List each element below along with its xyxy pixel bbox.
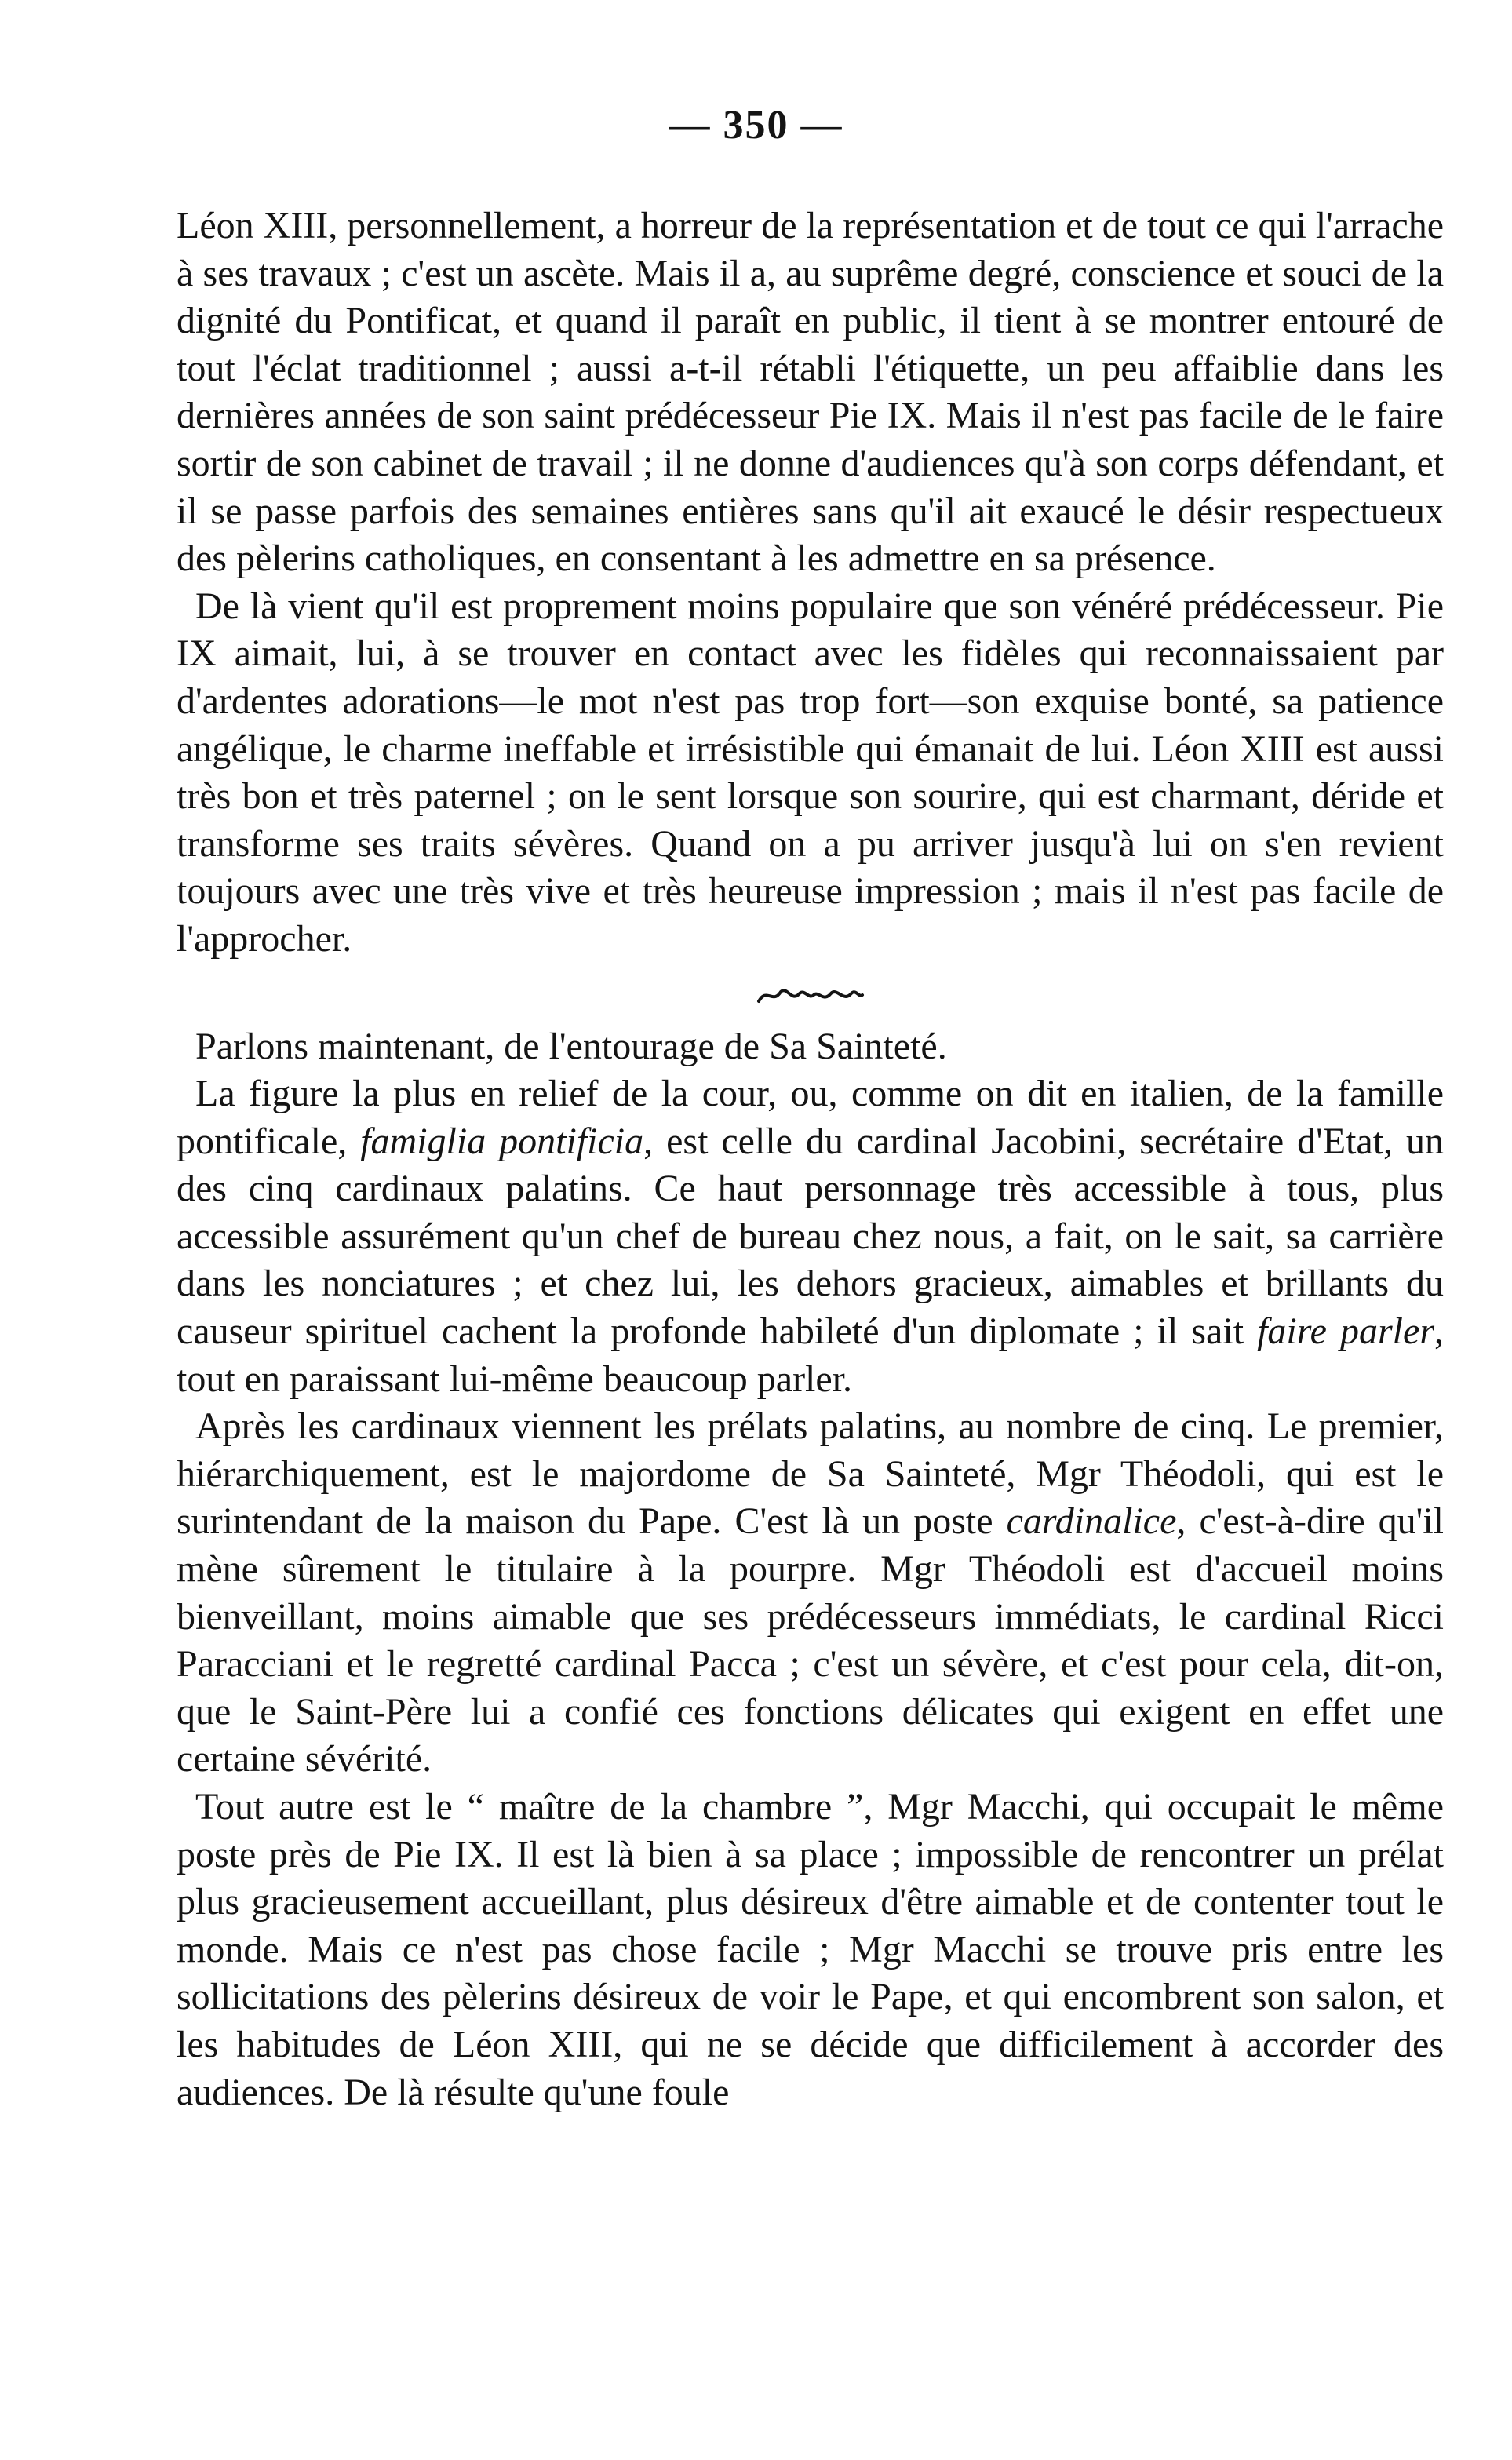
paragraph-popularity: De là vient qu'il est proprement moins populaire que son vénéré prédécesseur. Pie IX aimait, lui, à se trouver en contact avec les fidèles qui reconnaissaient par d'ardentes adorations—le mot n'est pas trop fort—son exquise bonté, sa patience angélique, le charme ineffable et irrésistible qui émanait de lui. Léon XIII est aussi très bon et très paternel ; on le sent lorsque son sourire, qui est charmant, déride et transforme ses traits sévères. Quand on a pu arriver jusqu'à lui on s'en revient toujours avec une très vive et très heureuse impression ; mais il n'est pas facile de l'approcher.	[177, 585, 1444, 960]
italic-cardinalice: cardinalice	[1006, 1500, 1177, 1543]
page-body	[177, 202, 1444, 2116]
paragraph-jacobini-text-a: La figure la plus en relief de la cour, ou, comme on dit en italien, de la famille pontificale,	[177, 1073, 1444, 1162]
paragraph-prelats-palatins	[177, 1403, 1444, 1784]
paragraph-prelats-text-b: , c'est-à-dire qu'il mène sûrement le titulaire à la pourpre. Mgr Théodoli est d'accueil moins bienveillant, moins aimable que ses prédécesseurs immédiats, le cardinal Ricci Paracciani et le regretté cardinal Pacca ; c'est un sévère, et c'est pour cela, dit-on, que le Saint-Père lui a confié ces fonctions délicates qui exigent en effet une certaine sévérité.	[177, 1500, 1444, 1780]
paragraph-jacobini-text-c: , tout en paraissant lui-même beaucoup parler.	[177, 1310, 1445, 1400]
flourish-ornament-icon	[177, 968, 1444, 1023]
paragraph-cardinal-jacobini	[177, 1070, 1444, 1403]
paragraph-jacobini-text-b: , est celle du cardinal Jacobini, secrétaire d'Etat, un des cinq cardinaux palatins. Ce haut personnage très accessible à tous, plus accessible assurément qu'un chef de bureau chez nous, a fait, on le sait, sa carrière dans les nonciatures ; et chez lui, les dehors gracieux, aimables et brillants du causeur spirituel cachent la profonde habileté d'un diplomate ; il sait	[177, 1120, 1444, 1353]
italic-faire-parler: faire parler	[1257, 1310, 1435, 1353]
flourish-ornament-icon	[756, 984, 865, 1008]
paragraph-leon-xiii-character: Léon XIII, personnellement, a horreur de la représentation et de tout ce qui l'arrache à ses travaux ; c'est un ascète. Mais il a, au suprême degré, conscience et souci de la dignité du Pontificat, et quand il paraît en public, il tient à se montrer entouré de tout l'éclat traditionnel ; aussi a-t-il rétabli l'étiquette, un peu affaiblie dans les dernières années de son saint prédécesseur Pie IX. Mais il n'est pas facile de le faire sortir de son cabinet de travail ; il ne donne d'audiences qu'à son corps défendant, et il se passe parfois des semaines entières sans qu'il ait exaucé le désir respectueux des pèlerins catholiques, en consentant à les admettre en sa présence.	[177, 205, 1444, 580]
paragraph-prelats-text-a: Après les cardinaux viennent les prélats palatins, au nombre de cinq. Le premier, hiérarchiquement, est le majordome de Sa Sainteté, Mgr Théodoli, qui est le surintendant de la maison du Pape. C'est là un poste	[177, 1405, 1444, 1543]
paragraph-mgr-macchi: Tout autre est le “ maître de la chambre ”, Mgr Macchi, qui occupait le même poste près de Pie IX. Il est là bien à sa place ; impossible de rencontrer un prélat plus gracieusement accueillant, plus désireux d'être aimable et de contenter tout le monde. Mais ce n'est pas chose facile ; Mgr Macchi se trouve pris entre les sollicitations des pèlerins désireux de voir le Pape, et qui encombrent son salon, et les habitudes de Léon XIII, qui ne se décide que difficilement à accorder des audiences. De là résulte qu'une foule	[177, 1786, 1444, 2113]
italic-famiglia-pontificia: famiglia pontificia	[360, 1120, 644, 1162]
paragraph-entourage-intro: Parlons maintenant, de l'entourage de Sa Sainteté.	[195, 1025, 947, 1067]
page-number-header: — 350 —	[669, 103, 843, 148]
